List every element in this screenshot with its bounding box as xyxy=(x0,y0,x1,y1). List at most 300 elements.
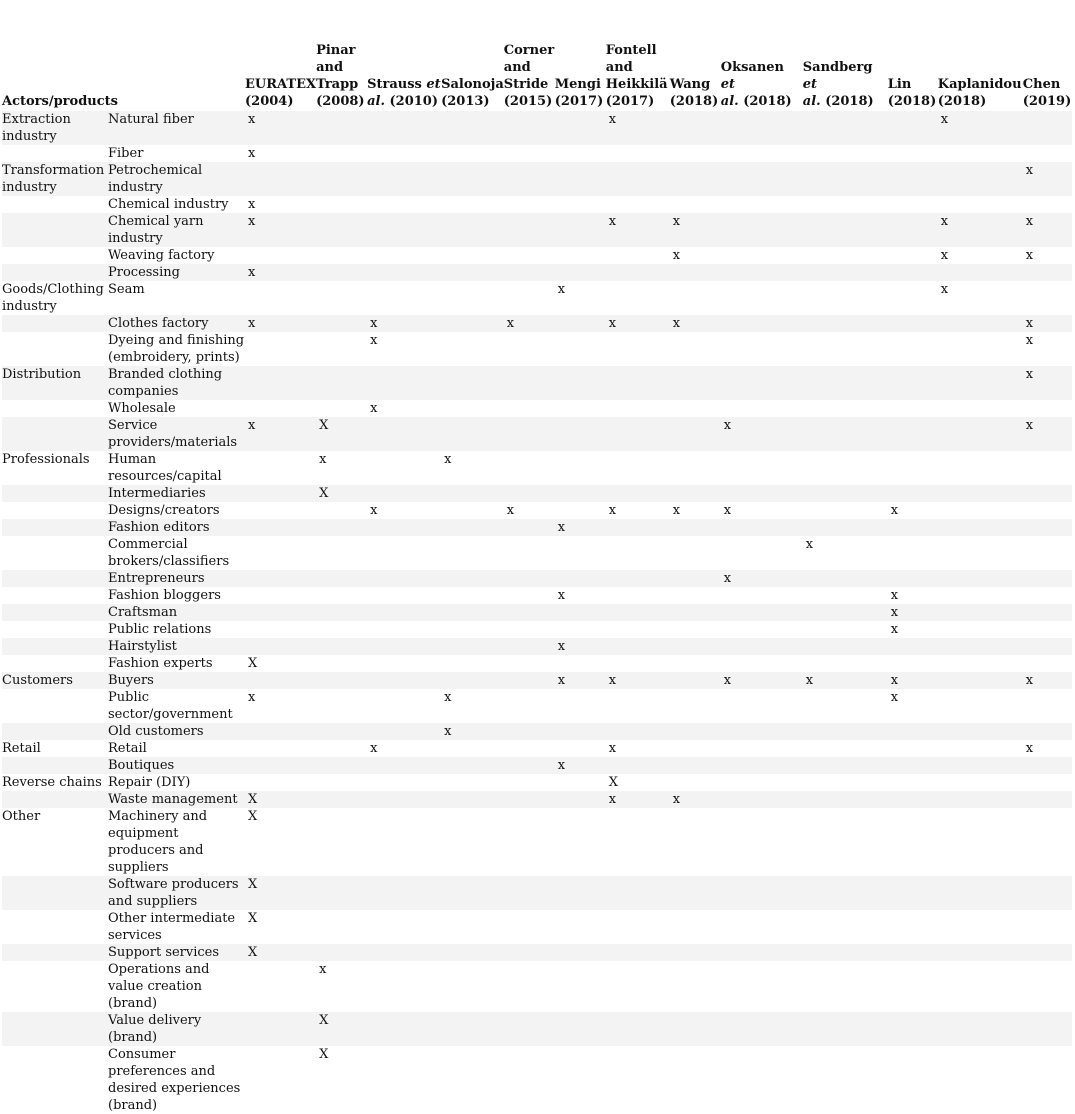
mark-cell xyxy=(504,774,555,791)
product-cell: Seam xyxy=(108,282,145,297)
table-row xyxy=(2,281,1072,315)
mark-cell: x xyxy=(1025,418,1034,433)
product-cell: Clothes factory xyxy=(108,316,209,331)
mark-cell xyxy=(441,961,504,1012)
mark-cell xyxy=(888,1046,938,1114)
mark-cell xyxy=(938,1012,1023,1046)
table-row xyxy=(2,655,1072,672)
mark-cell xyxy=(606,638,670,655)
mark-cell xyxy=(1023,1012,1072,1046)
mark-cell: x xyxy=(890,690,899,705)
mark-cell: x xyxy=(940,248,949,263)
mark-cell xyxy=(504,111,555,145)
author-name: Mengi xyxy=(554,77,601,92)
mark-cell xyxy=(441,774,504,791)
mark-cell xyxy=(1023,961,1072,1012)
et-al-suffix: al. xyxy=(720,94,739,109)
mark-cell xyxy=(504,451,555,485)
product-cell: Fiber xyxy=(108,146,144,161)
table-row xyxy=(2,1012,1072,1046)
mark-cell: x xyxy=(370,741,378,756)
mark-cell xyxy=(888,519,938,536)
mark-cell xyxy=(721,961,803,1012)
mark-cell xyxy=(555,145,606,162)
mark-cell xyxy=(888,774,938,791)
author-year: (2008) xyxy=(316,94,365,109)
mark-cell xyxy=(1023,689,1072,723)
actor-group-cell xyxy=(2,570,108,587)
mark-cell xyxy=(938,723,1023,740)
mark-cell xyxy=(555,213,606,247)
mark-cell xyxy=(721,485,803,502)
mark-cell xyxy=(803,111,888,145)
actor-group-cell xyxy=(2,723,108,740)
mark-cell xyxy=(670,808,721,876)
mark-cell xyxy=(367,723,441,740)
mark-cell xyxy=(504,485,555,502)
mark-cell xyxy=(367,1012,441,1046)
table-row xyxy=(2,162,1072,196)
mark-cell xyxy=(670,196,721,213)
mark-cell: x xyxy=(557,588,566,603)
mark-cell xyxy=(316,757,367,774)
actor-group-cell xyxy=(2,1012,108,1046)
mark-cell xyxy=(367,689,441,723)
mark-cell xyxy=(670,774,721,791)
mark-cell xyxy=(316,570,367,587)
mark-cell: x xyxy=(370,503,378,518)
mark-cell: x xyxy=(608,503,617,518)
actor-group-cell xyxy=(2,519,108,536)
author-prefix: Pinar and xyxy=(316,43,356,75)
mark-cell: x xyxy=(890,673,899,688)
table-row xyxy=(2,315,1072,332)
mark-cell xyxy=(316,111,367,145)
mark-cell xyxy=(670,417,721,451)
mark-cell xyxy=(441,213,504,247)
mark-cell xyxy=(888,570,938,587)
mark-cell xyxy=(803,1012,888,1046)
mark-cell xyxy=(803,604,888,621)
author-name: Heikkilä xyxy=(605,77,668,92)
mark-cell xyxy=(888,111,938,145)
table-row xyxy=(2,1046,1072,1114)
mark-cell xyxy=(803,944,888,961)
mark-cell: x xyxy=(723,503,732,518)
actor-group-cell xyxy=(2,332,108,366)
mark-cell xyxy=(316,366,367,400)
mark-cell xyxy=(245,740,316,757)
mark-cell xyxy=(504,910,555,944)
mark-cell xyxy=(1023,570,1072,587)
mark-cell: x xyxy=(805,537,814,552)
product-cell: Dyeing and finishing (embroidery, prints) xyxy=(108,333,245,365)
mark-cell xyxy=(606,1046,670,1114)
mark-cell xyxy=(938,315,1023,332)
mark-cell xyxy=(504,1012,555,1046)
author-name: Trapp xyxy=(316,77,359,92)
author-name: Wang xyxy=(669,77,711,92)
mark-cell xyxy=(367,570,441,587)
mark-cell xyxy=(938,655,1023,672)
mark-cell xyxy=(504,196,555,213)
mark-cell xyxy=(1023,1046,1072,1114)
mark-cell: x xyxy=(672,248,681,263)
mark-cell xyxy=(367,604,441,621)
mark-cell xyxy=(316,638,367,655)
mark-cell xyxy=(606,281,670,315)
table-row xyxy=(2,111,1072,145)
mark-cell xyxy=(441,604,504,621)
mark-cell xyxy=(367,757,441,774)
mark-cell xyxy=(555,1012,606,1046)
mark-cell: x xyxy=(890,503,899,518)
table-row xyxy=(2,213,1072,247)
table-row xyxy=(2,196,1072,213)
mark-cell xyxy=(670,757,721,774)
mark-cell: x xyxy=(672,316,681,331)
mark-cell xyxy=(606,400,670,417)
mark-cell xyxy=(504,791,555,808)
mark-cell xyxy=(441,655,504,672)
et-al-marker: et xyxy=(720,77,736,92)
table-row xyxy=(2,536,1072,570)
mark-cell xyxy=(367,213,441,247)
mark-cell xyxy=(245,502,316,519)
product-cell: Buyers xyxy=(108,673,154,688)
mark-cell xyxy=(504,366,555,400)
mark-cell xyxy=(441,944,504,961)
table-row xyxy=(2,400,1072,417)
mark-cell xyxy=(606,366,670,400)
mark-cell: x xyxy=(506,316,515,331)
mark-cell xyxy=(504,876,555,910)
mark-cell xyxy=(938,621,1023,638)
mark-cell xyxy=(670,162,721,196)
table-row xyxy=(2,485,1072,502)
mark-cell xyxy=(938,672,1023,689)
column-header-author xyxy=(367,42,441,111)
mark-cell xyxy=(803,587,888,604)
mark-cell xyxy=(367,145,441,162)
mark-cell xyxy=(504,689,555,723)
mark-cell xyxy=(938,536,1023,570)
mark-cell xyxy=(316,264,367,281)
mark-cell xyxy=(888,264,938,281)
author-name: Salonoja xyxy=(441,77,504,92)
mark-cell: x xyxy=(444,452,452,467)
mark-cell xyxy=(670,910,721,944)
mark-cell xyxy=(504,1046,555,1114)
column-header-author xyxy=(316,42,367,111)
et-al-suffix: al. xyxy=(367,94,385,109)
mark-cell xyxy=(721,689,803,723)
actor-group-cell xyxy=(2,1046,108,1114)
mark-cell xyxy=(606,536,670,570)
mark-cell xyxy=(555,689,606,723)
mark-cell: x xyxy=(319,452,327,467)
mark-cell xyxy=(606,689,670,723)
mark-cell xyxy=(938,366,1023,400)
mark-cell xyxy=(441,519,504,536)
mark-cell xyxy=(888,332,938,366)
mark-cell xyxy=(367,281,441,315)
mark-cell xyxy=(888,961,938,1012)
mark-cell xyxy=(504,621,555,638)
mark-cell: x xyxy=(557,639,566,654)
product-cell: Fashion bloggers xyxy=(108,588,221,603)
mark-cell xyxy=(606,944,670,961)
product-cell: Software producers and suppliers xyxy=(108,877,239,909)
mark-cell: X xyxy=(319,1013,329,1028)
mark-cell xyxy=(504,536,555,570)
mark-cell: x xyxy=(248,197,256,212)
mark-cell xyxy=(1023,791,1072,808)
table-row xyxy=(2,638,1072,655)
mark-cell xyxy=(888,638,938,655)
product-cell: Operations and value creation (brand) xyxy=(108,962,210,1011)
mark-cell xyxy=(1023,264,1072,281)
mark-cell xyxy=(938,332,1023,366)
mark-cell xyxy=(803,145,888,162)
mark-cell xyxy=(938,689,1023,723)
mark-cell: x xyxy=(608,214,617,229)
column-header-author xyxy=(938,42,1023,111)
mark-cell xyxy=(803,791,888,808)
mark-cell xyxy=(441,757,504,774)
mark-cell xyxy=(316,536,367,570)
mark-cell xyxy=(504,264,555,281)
mark-cell xyxy=(555,162,606,196)
product-cell: Craftsman xyxy=(108,605,178,620)
column-header-author xyxy=(803,42,888,111)
mark-cell xyxy=(721,944,803,961)
mark-cell: x xyxy=(248,690,256,705)
author-name: Lin xyxy=(887,77,912,92)
product-cell: Branded clothing companies xyxy=(108,367,223,399)
mark-cell xyxy=(316,519,367,536)
mark-cell: X xyxy=(248,911,258,926)
table-row xyxy=(2,740,1072,757)
mark-cell: x xyxy=(506,503,515,518)
mark-cell xyxy=(803,366,888,400)
mark-cell: x xyxy=(940,214,949,229)
actor-group-cell: Goods/Clothing industry xyxy=(2,282,104,314)
mark-cell: x xyxy=(608,316,617,331)
mark-cell xyxy=(367,417,441,451)
mark-cell: x xyxy=(1025,333,1034,348)
mark-cell xyxy=(555,111,606,145)
mark-cell xyxy=(555,417,606,451)
actor-group-cell xyxy=(2,145,108,162)
mark-cell xyxy=(721,213,803,247)
mark-cell: x xyxy=(608,792,617,807)
mark-cell xyxy=(803,400,888,417)
mark-cell xyxy=(888,366,938,400)
product-cell: Service providers/materials xyxy=(108,418,238,450)
mark-cell xyxy=(721,791,803,808)
mark-cell: x xyxy=(890,588,899,603)
mark-cell xyxy=(441,281,504,315)
column-header-author xyxy=(1023,42,1072,111)
mark-cell xyxy=(888,400,938,417)
mark-cell xyxy=(670,723,721,740)
mark-cell xyxy=(606,519,670,536)
mark-cell xyxy=(803,315,888,332)
mark-cell xyxy=(504,247,555,264)
actor-group-cell xyxy=(2,655,108,672)
mark-cell xyxy=(606,264,670,281)
mark-cell: x xyxy=(723,418,732,433)
table-row xyxy=(2,332,1072,366)
mark-cell xyxy=(316,502,367,519)
product-cell: Consumer preferences and desired experiences (brand) xyxy=(108,1047,241,1113)
mark-cell xyxy=(721,111,803,145)
mark-cell xyxy=(441,315,504,332)
mark-cell xyxy=(938,485,1023,502)
mark-cell: x xyxy=(940,282,949,297)
mark-cell xyxy=(670,332,721,366)
mark-cell xyxy=(245,587,316,604)
mark-cell xyxy=(1023,196,1072,213)
et-al-marker: et xyxy=(802,77,818,92)
product-cell: Wholesale xyxy=(108,401,176,416)
product-cell: Waste management xyxy=(108,792,238,807)
mark-cell xyxy=(245,1012,316,1046)
mark-cell: X xyxy=(248,792,258,807)
mark-cell xyxy=(606,723,670,740)
mark-cell xyxy=(803,723,888,740)
mark-cell xyxy=(938,196,1023,213)
mark-cell xyxy=(803,502,888,519)
mark-cell xyxy=(441,366,504,400)
mark-cell xyxy=(1023,111,1072,145)
mark-cell xyxy=(721,604,803,621)
mark-cell xyxy=(1023,757,1072,774)
mark-cell xyxy=(316,944,367,961)
mark-cell xyxy=(888,451,938,485)
mark-cell xyxy=(670,145,721,162)
mark-cell xyxy=(504,740,555,757)
mark-cell xyxy=(316,672,367,689)
mark-cell xyxy=(721,451,803,485)
mark-cell xyxy=(888,247,938,264)
mark-cell: X xyxy=(248,877,258,892)
mark-cell xyxy=(670,536,721,570)
mark-cell xyxy=(504,808,555,876)
actor-group-cell xyxy=(2,485,108,502)
mark-cell xyxy=(938,162,1023,196)
product-cell: Intermediaries xyxy=(108,486,206,501)
mark-cell xyxy=(721,655,803,672)
mark-cell xyxy=(555,723,606,740)
mark-cell xyxy=(1023,944,1072,961)
product-cell: Commercial brokers/classifiers xyxy=(108,537,230,569)
mark-cell xyxy=(316,281,367,315)
mark-cell: x xyxy=(444,690,452,705)
mark-cell xyxy=(555,876,606,910)
mark-cell xyxy=(606,757,670,774)
actor-group-cell xyxy=(2,502,108,519)
mark-cell xyxy=(1023,655,1072,672)
table-row xyxy=(2,366,1072,400)
mark-cell xyxy=(938,876,1023,910)
table-row xyxy=(2,808,1072,876)
table-row xyxy=(2,247,1072,264)
mark-cell xyxy=(555,944,606,961)
product-cell: Public sector/government xyxy=(108,690,233,722)
mark-cell xyxy=(606,910,670,944)
actors-products-header: Actors/products xyxy=(2,94,118,109)
mark-cell xyxy=(367,961,441,1012)
mark-cell xyxy=(555,910,606,944)
mark-cell xyxy=(670,604,721,621)
mark-cell xyxy=(938,740,1023,757)
mark-cell xyxy=(721,332,803,366)
mark-cell xyxy=(245,366,316,400)
mark-cell: x xyxy=(370,316,378,331)
mark-cell xyxy=(441,264,504,281)
mark-cell: X xyxy=(248,809,258,824)
mark-cell xyxy=(606,417,670,451)
mark-cell xyxy=(245,723,316,740)
mark-cell: x xyxy=(1025,163,1034,178)
actor-group-cell xyxy=(2,213,108,247)
mark-cell xyxy=(606,145,670,162)
mark-cell xyxy=(606,485,670,502)
mark-cell xyxy=(938,774,1023,791)
mark-cell xyxy=(367,264,441,281)
mark-cell xyxy=(1023,519,1072,536)
mark-cell xyxy=(803,264,888,281)
mark-cell xyxy=(367,791,441,808)
mark-cell: x xyxy=(557,758,566,773)
mark-cell xyxy=(938,145,1023,162)
product-cell: Fashion editors xyxy=(108,520,210,535)
mark-cell xyxy=(441,162,504,196)
mark-cell xyxy=(803,196,888,213)
mark-cell xyxy=(367,587,441,604)
mark-cell xyxy=(803,621,888,638)
mark-cell xyxy=(1023,604,1072,621)
actor-group-cell: Extraction industry xyxy=(2,112,71,144)
mark-cell: x xyxy=(248,265,256,280)
mark-cell xyxy=(367,366,441,400)
mark-cell xyxy=(938,451,1023,485)
mark-cell xyxy=(606,1012,670,1046)
mark-cell: X xyxy=(319,418,329,433)
table-row xyxy=(2,791,1072,808)
mark-cell xyxy=(888,808,938,876)
mark-cell xyxy=(888,162,938,196)
mark-cell xyxy=(367,638,441,655)
table-row xyxy=(2,417,1072,451)
mark-cell xyxy=(938,502,1023,519)
table-row xyxy=(2,502,1072,519)
mark-cell xyxy=(938,791,1023,808)
mark-cell xyxy=(441,876,504,910)
mark-cell xyxy=(803,332,888,366)
mark-cell xyxy=(1023,808,1072,876)
mark-cell xyxy=(367,774,441,791)
mark-cell xyxy=(441,808,504,876)
author-year: (2010) xyxy=(389,94,438,109)
product-cell: Chemical industry xyxy=(108,197,229,212)
mark-cell: x xyxy=(248,146,256,161)
mark-cell xyxy=(803,876,888,910)
product-cell: Fashion experts xyxy=(108,656,213,671)
mark-cell xyxy=(441,536,504,570)
